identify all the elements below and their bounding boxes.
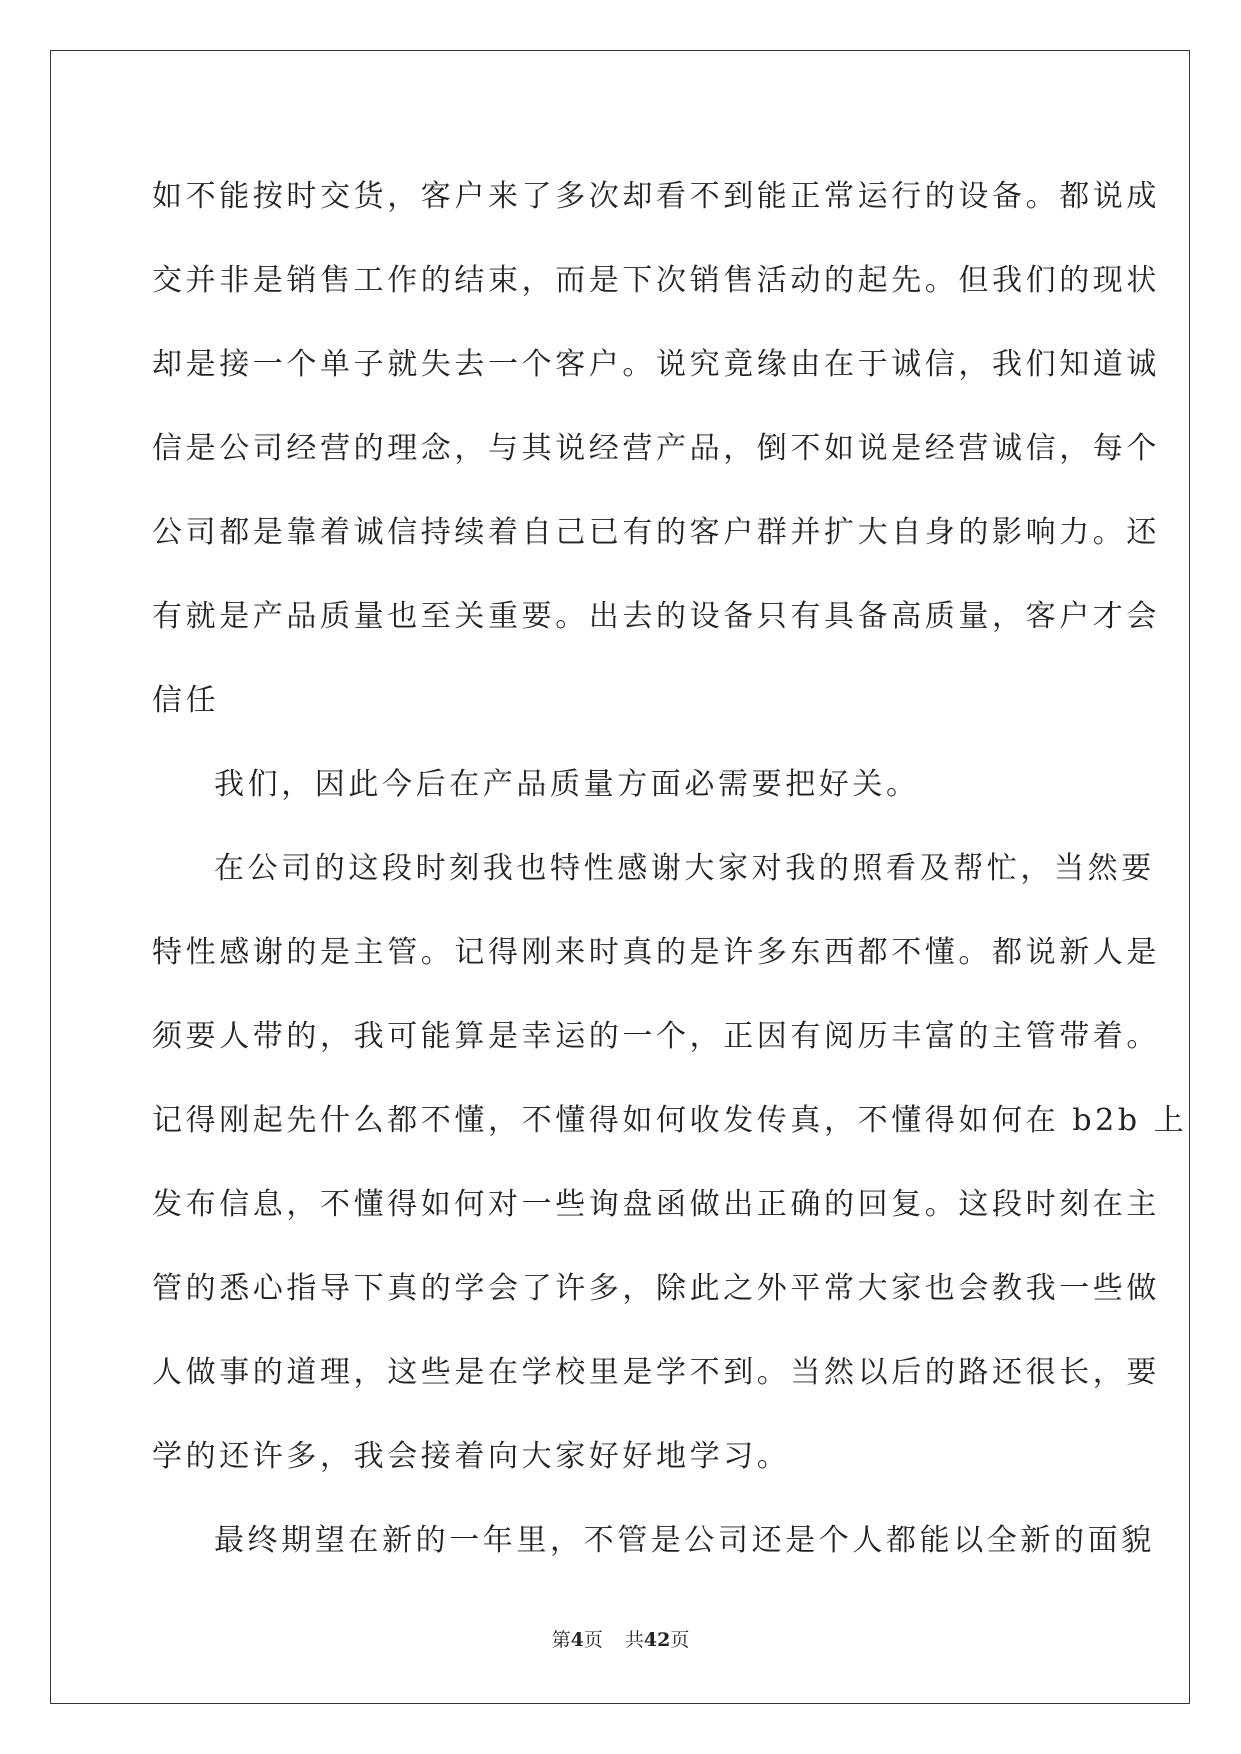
text-line: 最终期望在新的一年里，不管是公司还是个人都能以全新的面貌 <box>214 1523 1155 1558</box>
text-line: 管的悉心指导下真的学会了许多，除此之外平常大家也会教我一些做 <box>152 1271 1160 1306</box>
total-page-count: 42 <box>643 1629 671 1651</box>
document-body <box>152 155 1188 1583</box>
text-line: 记得刚起先什么都不懂，不懂得如何收发传真，不懂得如何在 b2b 上 <box>152 1103 1188 1138</box>
text-line: 信是公司经营的理念，与其说经营产品，倒不如说是经营诚信，每个 <box>152 431 1160 466</box>
text-line: 发布信息，不懂得如何对一些询盘函做出正确的回复。这段时刻在主 <box>152 1187 1160 1222</box>
text-line: 如不能按时交货，客户来了多次却看不到能正常运行的设备。都说成 <box>152 179 1160 214</box>
text-line: 交并非是销售工作的结束，而是下次销售活动的起先。但我们的现状 <box>152 263 1160 298</box>
text-line: 特性感谢的是主管。记得刚来时真的是许多东西都不懂。都说新人是 <box>152 935 1160 970</box>
page-footer <box>0 1625 1241 1652</box>
text-line: 须要人带的，我可能算是幸运的一个，正因有阅历丰富的主管带着。 <box>152 1019 1160 1054</box>
footer-total-suffix: 页 <box>670 1629 690 1651</box>
footer-total-prefix: 共 <box>624 1629 644 1651</box>
text-line: 信任 <box>152 683 220 718</box>
current-page-number: 4 <box>570 1629 584 1651</box>
text-line: 公司都是靠着诚信持续着自己已有的客户群并扩大自身的影响力。还 <box>152 515 1160 550</box>
text-line: 人做事的道理，这些是在学校里是学不到。当然以后的路还很长，要 <box>152 1355 1160 1390</box>
text-line: 学的还许多，我会接着向大家好好地学习。 <box>152 1439 791 1474</box>
text-line: 我们，因此今后在产品质量方面必需要把好关。 <box>214 767 920 802</box>
footer-prefix: 第 <box>551 1629 571 1651</box>
text-line: 却是接一个单子就失去一个客户。说究竟缘由在于诚信，我们知道诚 <box>152 347 1160 382</box>
text-line: 在公司的这段时刻我也特性感谢大家对我的照看及帮忙，当然要 <box>214 851 1155 886</box>
text-line: 有就是产品质量也至关重要。出去的设备只有具备高质量，客户才会 <box>152 599 1160 634</box>
footer-page-suffix: 页 <box>583 1629 603 1651</box>
